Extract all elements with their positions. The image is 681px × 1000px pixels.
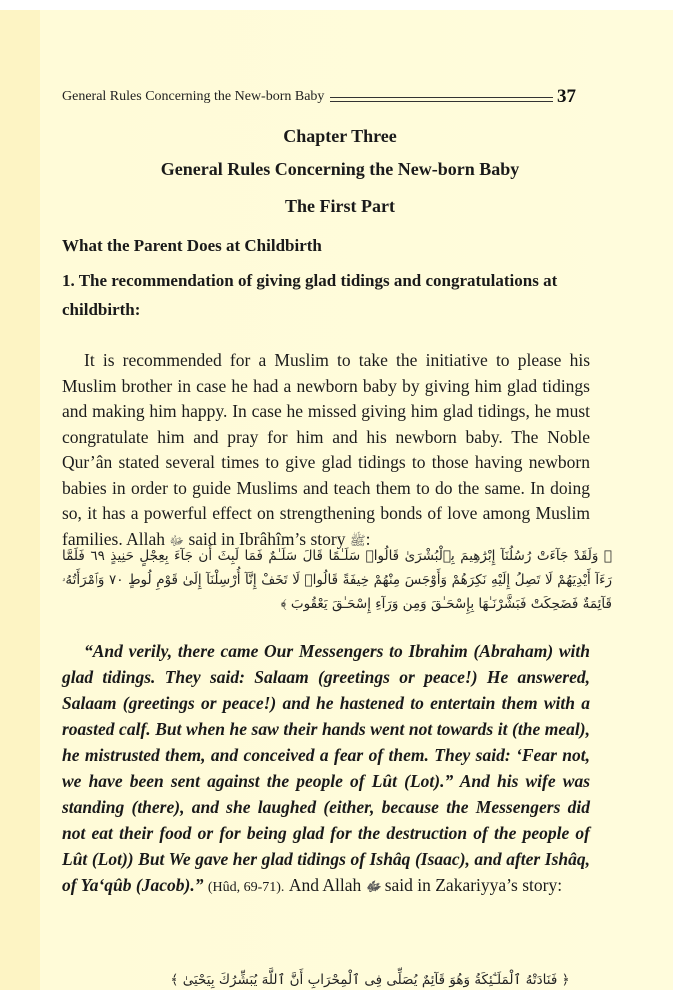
paragraph-text-2: said in Ibrâhîm’s story: [188, 528, 346, 549]
paragraph-text: It is recommended for a Muslim to take the initiative to please his Muslim brother in case he had a newborn baby by giving him glad tidings and making him happy. In case he missed giving him glad tidings, he must congratulate him and pray for him and his newborn baby. The Noble Qur’ân stated several times to give glad tidings to those having newborn babies in order to guide Muslims and teach them to do the same. In doing so, it has a powerful effect on strengthening bonds of love among Muslim families. Allah: [62, 350, 590, 549]
translation-tail-2: said in Zakariyya’s story:: [384, 875, 563, 895]
verse-reference: (Hûd, 69-71).: [207, 880, 285, 895]
running-head: [62, 86, 576, 108]
paragraph-colon: :: [365, 528, 371, 549]
translation-text: “And verily, there came Our Messengers to Ibrahim (Abraham) with glad tidings. They said: Salaam (greetings or peace!) He answered, Salaam (greetings or peace!) and he hastened to entertain them with a roasted calf. But when he saw their hands went not towards it (the meal), he mistrusted them, and conceived a fear of them. They said: ‘Fear not, we have been sent against the people of Lût (Lot).” And his wife was standing (there), and she laughed (either, because the Messengers did not eat their food or for being glad for the destruction of the people of Lût (Lot)) But We gave her glad tidings of Ishâq (Isaac), and after Ishâq, of Ya‘qûb (Jacob).”: [62, 641, 590, 895]
honorific-allah-icon: ﷻ: [169, 532, 185, 548]
part-heading: The First Part: [285, 196, 395, 216]
honorific-allah-icon: ﷻ: [365, 879, 381, 894]
translation-tail-1: And Allah: [288, 875, 362, 895]
chapter-subtitle: General Rules Concerning the New-born Baby: [160, 159, 520, 179]
page-number: 37: [557, 86, 576, 107]
book-page: [0, 10, 673, 990]
running-head-double-rule: [330, 97, 553, 102]
body-paragraph: [62, 348, 590, 553]
section-heading: What the Parent Does at Childbirth: [62, 236, 322, 255]
running-head-title: General Rules Concerning the New-born Baby: [62, 89, 325, 104]
quran-verse-block-1: ﴿ وَلَقَدْ جَآءَتْ رُسُلُنَآ إِبْرَٰهِيمَ بِٱلْبُشْرَىٰ قَالُوا۟ سَلَـٰمًا قَالَ سَلَـٰمٌ فَمَا لَبِثَ أَن جَآءَ بِعِجْلٍ حَنِيذٍ ٦٩ فَلَمَّا رَءَآ أَيْدِيَهُمْ لَا تَصِلُ إِلَيْهِ نَكِرَهُمْ وَأَوْجَسَ مِنْهُمْ خِيفَةً قَالُوا۟ لَا تَخَفْ إِنَّآ أُرْسِلْنَآ إِلَىٰ قَوْمِ لُوطٍ ٧٠ وَٱمْرَأَتُهُۥ قَآئِمَةٌ فَضَحِكَتْ فَبَشَّرْنَـٰهَا بِإِسْحَـٰقَ وَمِن وَرَآءِ إِسْحَـٰقَ يَعْقُوبَ ﴾: [62, 548, 612, 612]
honorific-prophet-icon: ﷺ: [349, 532, 366, 548]
chapter-heading: Chapter Three: [283, 126, 397, 146]
verse-translation: [62, 638, 590, 901]
quran-verse-block-2: ﴿ فَنَادَتْهُ ٱلْمَلَـٰٓئِكَةُ وَهُوَ قَآئِمٌ يُصَلِّى فِى ٱلْمِحْرَابِ أَنَّ ٱللَّهَ يُبَشِّرُكَ بِيَحْيَىٰ ﴾: [170, 972, 570, 988]
item-heading: 1. The recommendation of giving glad tidings and congratulations at childbirth:: [62, 271, 558, 319]
